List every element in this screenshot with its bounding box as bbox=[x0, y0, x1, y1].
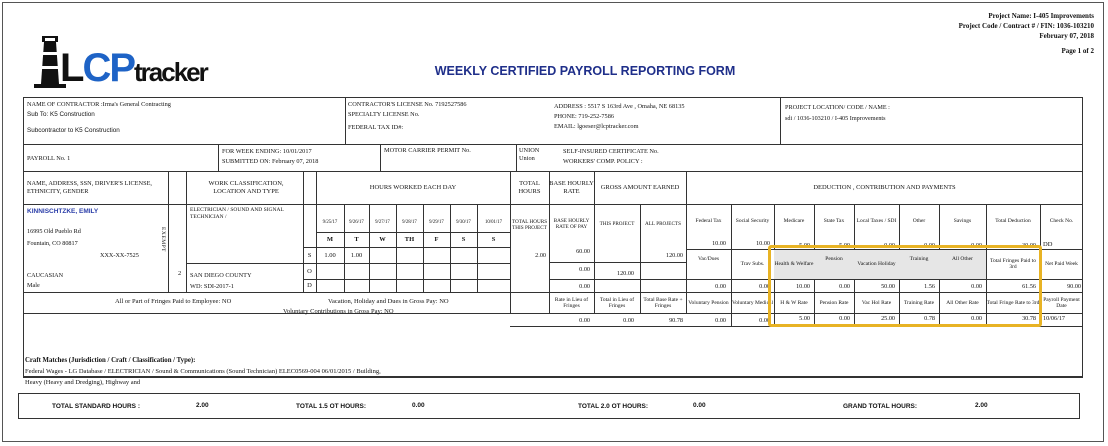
date-6: 9/30/17 bbox=[456, 220, 471, 226]
sub-vol-pension: Voluntary Pension bbox=[688, 299, 729, 306]
sub-local-taxes: Local Taxes / SDI bbox=[856, 217, 897, 224]
sub-vac-hol-rate: Vac Hol Rate bbox=[861, 299, 892, 306]
employee-street: 16995 Old Pueblo Rd bbox=[27, 228, 81, 235]
union-info bbox=[519, 147, 539, 163]
date-7: 10/01/17 bbox=[484, 220, 503, 226]
pension-value: 0.00 bbox=[839, 283, 850, 290]
training-rate-value: 0.78 bbox=[924, 315, 935, 322]
other-value: 0.00 bbox=[924, 242, 935, 249]
sub-base-rate-pay: BASE HOURLY RATE OF PAY bbox=[553, 218, 590, 230]
sub-training-rate: Training Rate bbox=[903, 299, 935, 306]
date-3: 9/27/17 bbox=[375, 220, 390, 226]
insurance-info bbox=[563, 147, 659, 167]
vac-dues-value: 0.00 bbox=[715, 283, 726, 290]
total-ot15-label: TOTAL 1.5 OT HOURS: bbox=[296, 403, 367, 410]
payment-date-value: 10/06/17 bbox=[1043, 315, 1066, 322]
total-lieu-value: 0.00 bbox=[623, 317, 634, 324]
employee-gender: Male bbox=[27, 282, 40, 289]
contractor-name: NAME OF CONTRACTOR :Irma's General Contracting bbox=[27, 101, 171, 108]
type-d: D bbox=[307, 282, 312, 290]
vacation-dues-note: Vacation, Holiday and Dues in Gross Pay: NO bbox=[328, 298, 449, 305]
total-ot20-label: TOTAL 2.0 OT HOURS: bbox=[578, 403, 649, 410]
total-ot20-value: 0.00 bbox=[693, 402, 706, 409]
vacation-holiday-value: 50.00 bbox=[881, 283, 895, 290]
contractor-email: EMAIL: lgoeser@lcptracker.com bbox=[554, 123, 639, 131]
employee-name[interactable]: KINNISCHTZKE, EMILY bbox=[27, 208, 99, 215]
fringes-paid-note: All or Part of Fringes Paid to Employee: NO bbox=[115, 298, 232, 305]
federal-tax-value: 10.00 bbox=[712, 240, 726, 247]
col-base-rate: BASE HOURLY RATE bbox=[549, 180, 594, 195]
total-fringes-3rd-value: 61.56 bbox=[1022, 283, 1036, 290]
employee-classification: ELECTRICIAN / SOUND AND SIGNAL TECHNICIAN / bbox=[190, 207, 284, 221]
employee-dependents: 2 bbox=[178, 270, 182, 277]
col-name-address: NAME, ADDRESS, SSN, DRIVER'S LICENSE, ETHNICITY, GENDER bbox=[27, 180, 152, 195]
sub-savings: Savings bbox=[953, 217, 972, 224]
payroll-number: PAYROLL No. 1 bbox=[27, 155, 71, 162]
training-value: 1.56 bbox=[924, 283, 935, 290]
report-date: February 07, 2018 bbox=[1039, 31, 1094, 40]
page-number: Page 1 of 2 bbox=[1061, 47, 1094, 56]
project-code: Project Code / Contract # / FIN: 1036-103210 bbox=[958, 21, 1094, 30]
employee-ethnicity: CAUCASIAN bbox=[27, 272, 64, 279]
hours-tue: 1.00 bbox=[350, 251, 363, 259]
base-rate-o-value: 0.00 bbox=[579, 266, 590, 273]
base-rate-d-value: 0.00 bbox=[579, 283, 590, 290]
day-fri: F bbox=[434, 236, 439, 244]
week-info bbox=[222, 147, 318, 167]
sub-state-tax: State Tax bbox=[823, 217, 845, 224]
federal-tax-id: FEDERAL TAX ID#: bbox=[348, 124, 404, 132]
sub-medicare: Medicare bbox=[783, 217, 805, 224]
submitted-on: SUBMITTED ON: February 07, 2018 bbox=[222, 158, 319, 166]
total-hours-value: 2.00 bbox=[535, 252, 546, 259]
employee-city: Fountain, CO 80817 bbox=[27, 240, 78, 247]
total-base-rate-value: 90.78 bbox=[669, 317, 683, 324]
col-deductions: DEDUCTION , CONTRIBUTION AND PAYMENTS bbox=[813, 183, 956, 191]
employee-wd: WD: SDI-2017-1 bbox=[190, 283, 234, 290]
union-value: Union bbox=[519, 155, 535, 163]
sub-payment-date: Payroll Payment Date bbox=[1043, 296, 1080, 309]
date-2: 9/26/17 bbox=[349, 220, 364, 226]
sub-all-projects: ALL PROJECTS bbox=[645, 221, 681, 228]
check-no-value: DD bbox=[1043, 241, 1053, 248]
base-rate-value: 60.00 bbox=[576, 248, 590, 255]
date-1: 9/25/17 bbox=[322, 220, 338, 226]
state-tax-value: 5.00 bbox=[839, 242, 850, 249]
medicare-value: 5.00 bbox=[799, 242, 810, 249]
sub-other: Other bbox=[912, 217, 926, 224]
sub-training: Training bbox=[909, 255, 929, 262]
date-5: 9/29/17 bbox=[429, 220, 444, 226]
vac-hol-rate-value: 25.00 bbox=[881, 315, 895, 322]
sub-to: Sub To: K5 Construction bbox=[27, 110, 95, 118]
day-tue: T bbox=[354, 236, 359, 244]
hw-rate-value: 5.00 bbox=[799, 315, 810, 322]
type-o: O bbox=[307, 267, 312, 275]
sub-total-hours-project: TOTAL HOURS THIS PROJECT bbox=[511, 219, 548, 231]
sub-total-fringes-3rd: Total Fringes Paid to 3rd bbox=[990, 257, 1036, 270]
sub-hw-rate: H & W Rate bbox=[780, 299, 808, 306]
employee-ssn: XXX-XX-7525 bbox=[100, 252, 139, 259]
subcontractor: Subcontractor to K5 Construction bbox=[27, 126, 120, 134]
project-location-value: sdi / 1036-103210 / I-405 Improvements bbox=[785, 114, 886, 122]
date-4: 9/28/17 bbox=[402, 220, 417, 226]
project-location bbox=[785, 103, 890, 124]
day-sun: S bbox=[491, 236, 496, 244]
total-standard-label: TOTAL STANDARD HOURS : bbox=[52, 403, 140, 410]
pension-rate-value: 0.00 bbox=[839, 315, 850, 322]
sub-all-other: All Other bbox=[952, 255, 973, 262]
net-paid-value: 90.00 bbox=[1067, 283, 1081, 290]
totals-bar bbox=[18, 393, 1080, 419]
all-other-value: 0.00 bbox=[971, 283, 982, 290]
hours-mon: 1.00 bbox=[324, 251, 336, 259]
logo-text: LCPtracker bbox=[60, 46, 207, 90]
union-label: UNION bbox=[519, 147, 540, 154]
sub-pension: Pension bbox=[825, 255, 843, 262]
license-info bbox=[348, 100, 467, 133]
sub-rate-lieu: Rate in Lieu of Fringes bbox=[554, 296, 589, 309]
total-fringe-rate-value: 30.78 bbox=[1022, 315, 1036, 322]
sub-vacation-holiday: Vacation Holiday bbox=[857, 260, 896, 267]
col-work-classification: WORK CLASSIFICATION, LOCATION AND TYPE bbox=[208, 180, 284, 195]
sub-total-base-rate: Total Base Rate + Fringes bbox=[643, 296, 683, 309]
sub-social-security: Social Security bbox=[735, 217, 770, 224]
type-s: S bbox=[307, 251, 312, 259]
health-welfare-value: 10.00 bbox=[796, 283, 810, 290]
day-mon: M bbox=[326, 236, 334, 244]
trav-subs-value: 0.00 bbox=[759, 283, 770, 290]
project-location-label: PROJECT LOCATION/ CODE / NAME : bbox=[785, 104, 890, 111]
social-security-value: 10.00 bbox=[756, 240, 770, 247]
sub-vol-medical: Voluntary Medical bbox=[732, 299, 773, 306]
self-insured: SELF-INSURED CERTIFICATE No. bbox=[563, 148, 659, 155]
fringe-highlight bbox=[768, 245, 1042, 327]
craft-matches-label: Craft Matches (Jurisdiction / Craft / Classification / Type): bbox=[25, 357, 196, 364]
savings-value: 0.00 bbox=[971, 242, 982, 249]
voluntary-note: Voluntary Contributions in Gross Pay: NO bbox=[283, 308, 394, 315]
local-taxes-value: 0.00 bbox=[884, 242, 895, 249]
week-ending: FOR WEEK ENDING: 10/01/2017 bbox=[222, 148, 312, 155]
sub-total-fringe-rate: Total Fringe Rate to 3rd bbox=[986, 299, 1040, 306]
col-hours-each-day: HOURS WORKED EACH DAY bbox=[369, 183, 457, 191]
sub-total-deduction: Total Deduction bbox=[995, 217, 1031, 224]
specialty-license: SPECIALTY LICENSE No. bbox=[348, 111, 420, 119]
sub-net-paid: Net Paid Week bbox=[1045, 260, 1078, 267]
sub-vac-dues: Vac/Dues bbox=[697, 255, 720, 262]
contact-info bbox=[554, 102, 685, 132]
rate-lieu-value: 0.00 bbox=[579, 317, 590, 324]
workers-comp: WORKERS' COMP. POLICY : bbox=[563, 158, 643, 166]
craft-line-1: Federal Wages - LG Database / ELECTRICIAN / Sound & Communications (Sound Technician) ELEC0569-004 06/01/2015 / Building, bbox=[25, 368, 381, 375]
project-name: Project Name: I-405 Improvements bbox=[988, 12, 1094, 20]
sub-pension-rate: Pension Rate bbox=[819, 299, 849, 306]
sub-health-welfare: Health & Welfare bbox=[774, 260, 814, 267]
day-sat: S bbox=[461, 236, 466, 244]
employee-county: SAN DIEGO COUNTY bbox=[190, 272, 252, 279]
sub-check-no: Check No. bbox=[1049, 217, 1074, 224]
exempt-label: EXEMPT bbox=[160, 227, 166, 252]
col-gross-amount: GROSS AMOUNT EARNED bbox=[600, 183, 680, 191]
total-deduction-value: 30.00 bbox=[1022, 242, 1036, 249]
day-thu: TH bbox=[404, 236, 415, 244]
form-title: WEEKLY CERTIFIED PAYROLL REPORTING FORM bbox=[434, 64, 736, 78]
sub-total-lieu: Total in Lieu of Fringes bbox=[599, 296, 635, 309]
grand-total-value: 2.00 bbox=[975, 402, 988, 409]
lcptracker-logo bbox=[24, 36, 224, 88]
col-total-hours: TOTAL HOURS bbox=[518, 180, 541, 195]
day-wed: W bbox=[379, 236, 386, 244]
gross-all-projects: 120.00 bbox=[665, 252, 683, 259]
contractor-info bbox=[27, 100, 171, 135]
contractor-license: CONTRACTOR'S LICENSE No. 7192527586 bbox=[348, 101, 467, 108]
total-standard-value: 2.00 bbox=[196, 402, 209, 409]
sub-trav-subs: Trav Subs. bbox=[740, 260, 765, 267]
gross-this-project: 120.00 bbox=[616, 270, 634, 277]
grand-total-label: GRAND TOTAL HOURS: bbox=[843, 403, 918, 410]
contractor-phone: PHONE: 719-252-7586 bbox=[554, 113, 614, 121]
sub-this-project: THIS PROJECT bbox=[599, 221, 635, 228]
sub-federal-tax: Federal Tax bbox=[695, 217, 722, 224]
project-info bbox=[959, 12, 1094, 57]
contractor-address: ADDRESS : 5517 S 163rd Ave , Omaha, NE 68135 bbox=[554, 103, 685, 110]
vol-medical-value: 0.00 bbox=[759, 317, 770, 324]
motor-carrier-permit: MOTOR CARRIER PERMIT No. bbox=[384, 147, 471, 154]
sub-all-other-rate: All Other Rate bbox=[946, 299, 979, 306]
craft-line-2: Heavy (Heavy and Dredging), Highway and bbox=[25, 379, 141, 386]
total-ot15-value: 0.00 bbox=[412, 402, 425, 409]
all-other-rate-value: 0.00 bbox=[971, 315, 982, 322]
vol-pension-value: 0.00 bbox=[715, 317, 726, 324]
